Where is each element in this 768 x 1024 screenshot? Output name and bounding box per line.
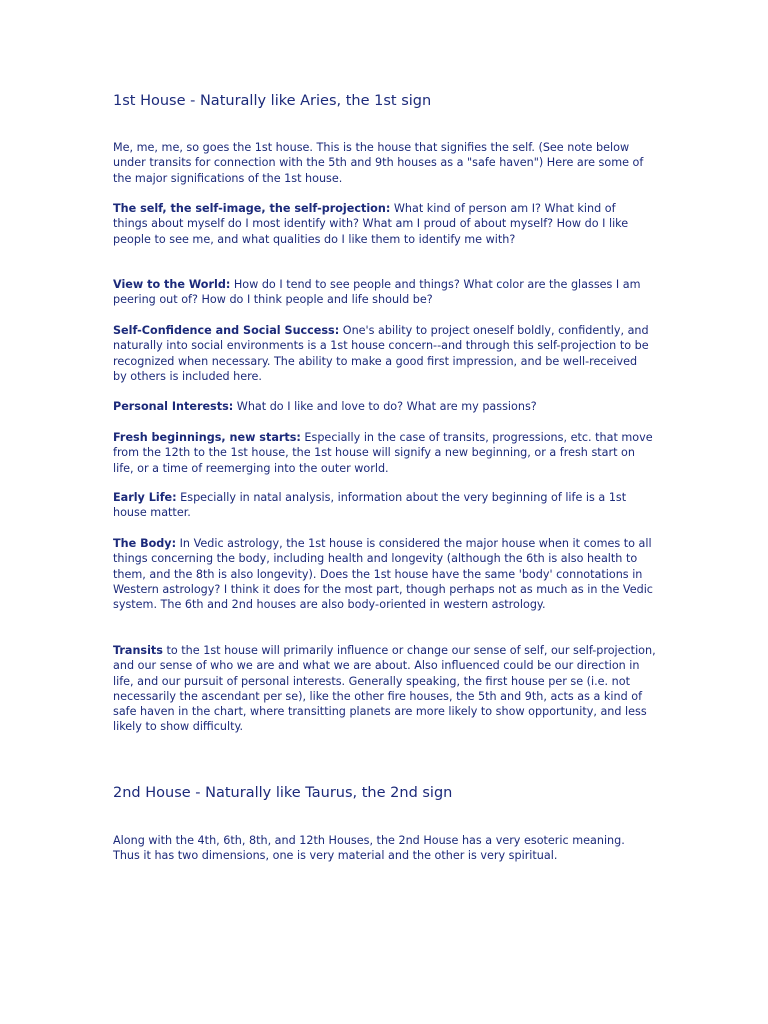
section-fresh-beginnings bbox=[113, 430, 658, 476]
house1-heading: 1st House - Naturally like Aries, the 1st sign bbox=[113, 93, 432, 109]
section-label: Self-Confidence and Social Success: bbox=[113, 324, 340, 337]
section-label: The Body: bbox=[113, 537, 177, 550]
section-text: In Vedic astrology, the 1st house is considered the major house when it comes to all things concerning the body, including health and longevity (although the 6th is also health to them, and the 8th is also longevity). Does the 1st house have the same 'body' connotations in Western astrology? I think it does for the most part, though perhaps not as much as in the Vedic system. The 6th and 2nd houses are also body-oriented in western astrology. bbox=[113, 537, 653, 612]
section-label: Transits bbox=[113, 644, 163, 657]
section-label: Personal Interests: bbox=[113, 400, 234, 413]
section-text: What kind of person am I? What kind of things about myself do I most identify with? What am I proud of about myself? How do I like people to see me, and what qualities do I like them to identify me with? bbox=[113, 202, 629, 246]
house1-intro: Me, me, me, so goes the 1st house. This is the house that signifies the self. (See note below under transits for connection with the 5th and 9th houses as a "safe haven") Here are some of the major significations of the 1st house. bbox=[113, 141, 644, 185]
section-label: The self, the self-image, the self-projection: bbox=[113, 202, 391, 215]
section-text: to the 1st house will primarily influence or change our sense of self, our self-projection, and our sense of who we are and what we are about. Also influenced could be our direction in life, and our pursuit of personal interests. Generally speaking, the first house per se (i.e. not necessarily the ascendant per se), like the other fire houses, the 5th and 9th, acts as a kind of safe haven in the chart, where transitting planets are more likely to show opportunity, and less likely to show difficulty. bbox=[113, 644, 656, 734]
section-label: Fresh beginnings, new starts: bbox=[113, 431, 301, 444]
section-self-confidence bbox=[113, 323, 653, 384]
section-text: Especially in natal analysis, information about the very beginning of life is a 1st house matter. bbox=[113, 491, 627, 520]
section-transits bbox=[113, 643, 658, 735]
section-personal-interests bbox=[113, 399, 658, 414]
section-view-to-world bbox=[113, 277, 653, 308]
section-early-life bbox=[113, 490, 658, 521]
section-text: One's ability to project oneself boldly, confidently, and naturally into social environments is a 1st house concern--and through this self-projection to be recognized when necessary. The ability to make a good first impression, and be well-received by others is included here. bbox=[113, 324, 649, 383]
section-label: Early Life: bbox=[113, 491, 177, 504]
section-text: What do I like and love to do? What are my passions? bbox=[233, 400, 537, 413]
house2-intro: Along with the 4th, 6th, 8th, and 12th Houses, the 2nd House has a very esoteric meaning. Thus it has two dimensions, one is very material and the other is very spiritual. bbox=[113, 834, 625, 863]
section-the-body bbox=[113, 536, 658, 612]
section-label: View to the World: bbox=[113, 278, 231, 291]
house2-heading: 2nd House - Naturally like Taurus, the 2nd sign bbox=[113, 785, 453, 801]
section-self-image bbox=[113, 201, 653, 247]
section-text: Especially in the case of transits, progressions, etc. that move from the 12th to the 1st house, the 1st house will signify a new beginning, or a fresh start on life, or a time of reemerging into the outer world. bbox=[113, 431, 653, 475]
section-text: How do I tend to see people and things? What color are the glasses I am peering out of? How do I think people and life should be? bbox=[113, 278, 641, 307]
